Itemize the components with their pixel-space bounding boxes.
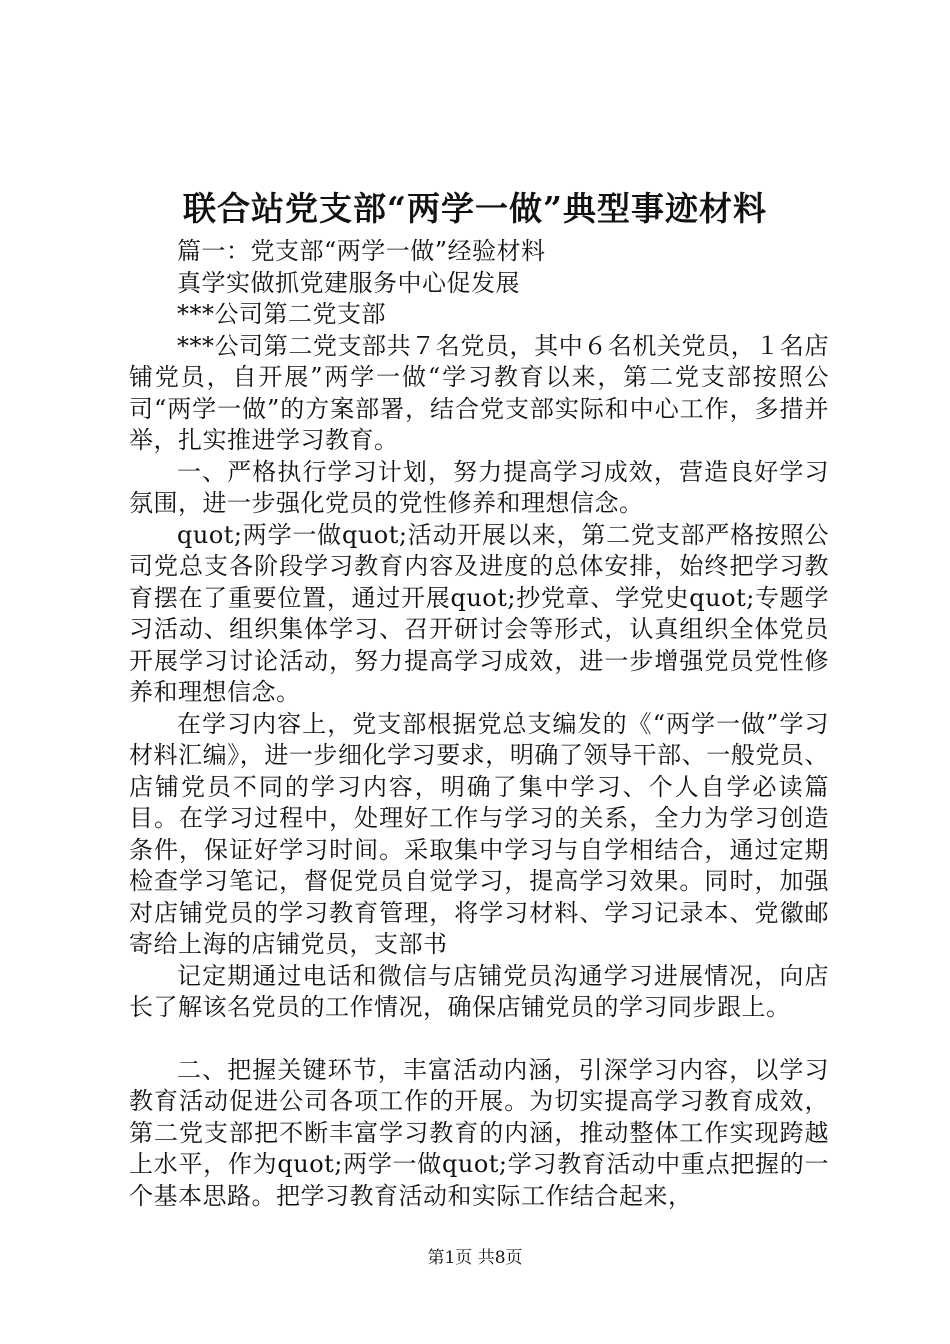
paragraph-section-one-heading: 一、严格执行学习计划，努力提高学习成效，营造良好学习氛围，进一步强化党员的党性修养和理想信念。 bbox=[129, 457, 829, 517]
paragraph-study-content: 在学习内容上，党支部根据党总支编发的《“两学一做”学习材料汇编》，进一步细化学习要求，明确了领导干部、一般党员、店铺党员不同的学习内容，明确了集中学习、个人自学必读篇目。在学习过程中，处理好工作与学习的关系，全力为学习创造条件，保证好学习时间。采取集中学习与自学相结合，通过定期检查学习笔记，督促党员自觉学习，提高学习效果。同时，加强对店铺党员的学习教育管理，将学习材料、学习记录本、党徽邮寄给上海的店铺党员，支部书 bbox=[129, 709, 829, 958]
document-body bbox=[129, 236, 829, 1212]
paragraph-heading: 真学实做抓党建服务中心促发展 bbox=[177, 268, 520, 297]
page-footer: 第1页 共8页 bbox=[427, 1248, 523, 1268]
document-title: 联合站党支部“两学一做”典型事迹材料 bbox=[183, 189, 767, 228]
paragraph-intro: ***公司第二党支部共７名党员，其中６名机关党员，１名店铺党员，自开展”两学一做“学习教育以来，第二党支部按照公司“两学一做”的方案部署，结合党支部实际和中心工作，多措并举，扎实推进学习教育。 bbox=[129, 331, 829, 454]
paragraph-organization: ***公司第二党支部 bbox=[177, 300, 386, 328]
paragraph-subtitle: 篇一：党支部“两学一做”经验材料 bbox=[177, 237, 546, 265]
paragraph-section-two: 二、把握关键环节，丰富活动内涵，引深学习内容，以学习教育活动促进公司各项工作的开展。为切实提高学习教育成效，第二党支部把不断丰富学习教育的内涵，推动整体工作实现跨越上水平，作为quot;两学一做quot;学习教育活动中重点把握的一个基本思路。把学习教育活动和实际工作结合起来， bbox=[129, 1055, 829, 1210]
paragraph-activity: quot;两学一做quot;活动开展以来，第二党支部严格按照公司党总支各阶段学习教育内容及进度的总体安排，始终把学习教育摆在了重要位置，通过开展quot;抄党章、学党史quot;专题学习活动、组织集体学习、召开研讨会等形式，认真组织全体党员开展学习讨论活动，努力提高学习成效，进一步增强党员党性修养和理想信念。 bbox=[129, 520, 829, 706]
paragraph-secretary: 记定期通过电话和微信与店铺党员沟通学习进展情况，向店长了解该名党员的工作情况，确保店铺党员的学习同步跟上。 bbox=[129, 961, 829, 1021]
